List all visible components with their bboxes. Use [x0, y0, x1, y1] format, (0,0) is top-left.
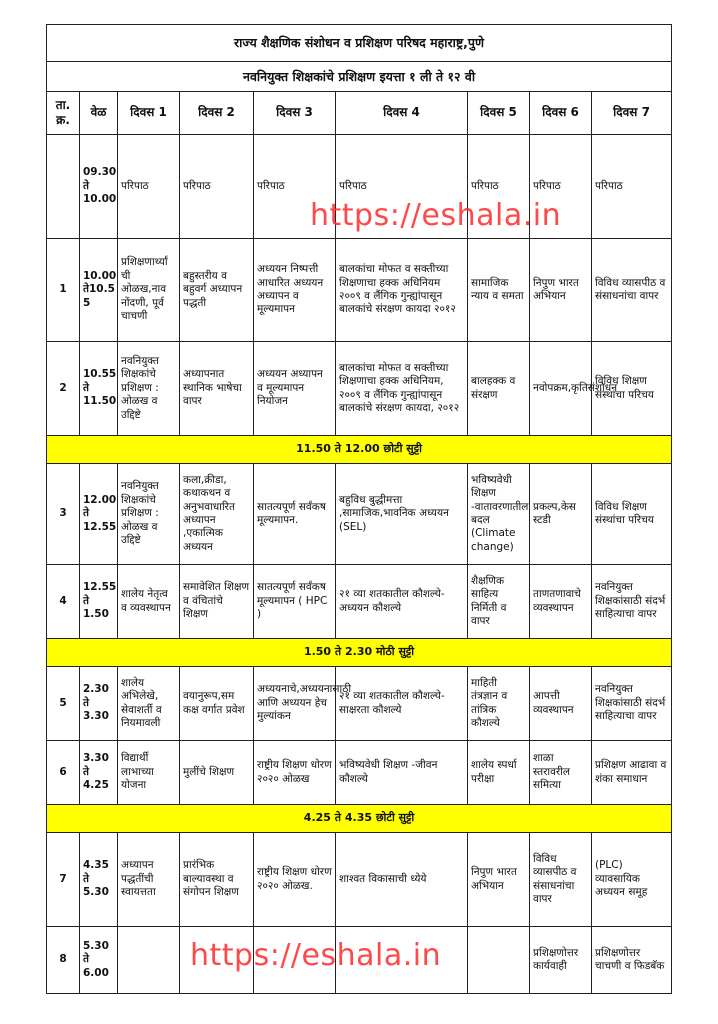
col-header-day2: दिवस 2 [180, 92, 254, 135]
cell-day4: भविष्यवेधी शिक्षण -जीवन कौशल्ये [336, 741, 468, 805]
cell-day3: परिपाठ [254, 135, 336, 239]
cell-day6: परिपाठ [530, 135, 592, 239]
cell-day7: प्रशिक्षण आढावा व शंका समाधान [592, 741, 672, 805]
col-header-day4: दिवस 4 [336, 92, 468, 135]
cell-day7: प्रशिक्षणोत्तर चाचणी व फिडबॅक [592, 927, 672, 994]
cell-day3: राष्ट्रीय शिक्षण धोरण २०२० ओळख [254, 741, 336, 805]
cell-day4: बहुविध बुद्धीमत्ता ,सामाजिक,भावनिक अध्ययन (SEL) [336, 464, 468, 565]
break-row [47, 805, 672, 833]
row-number: 3 [47, 464, 80, 565]
cell-day6: शाळा स्तरावरील समित्या [530, 741, 592, 805]
cell-day1 [118, 927, 180, 994]
row-number: 5 [47, 667, 80, 741]
cell-day1: शालेय अभिलेखे, सेवाशर्ती व नियमावली [118, 667, 180, 741]
row-number: 4 [47, 565, 80, 639]
cell-day4: परिपाठ [336, 135, 468, 239]
row-time: 09.30 ते 10.00 [80, 135, 118, 239]
row-time: 10.00 ते10.5 5 [80, 239, 118, 342]
break-label: 11.50 ते 12.00 छोटी सुट्टी [47, 436, 672, 464]
cell-day3: सातत्यपूर्ण सर्वंकष मूल्यमापन. [254, 464, 336, 565]
timetable [46, 24, 672, 994]
col-header-day6: दिवस 6 [530, 92, 592, 135]
cell-day7: विविध शिक्षण संस्थांचा परिचय [592, 464, 672, 565]
col-header-day3: दिवस 3 [254, 92, 336, 135]
cell-day1: नवनियुक्त शिक्षकांचे प्रशिक्षण : ओळख व उद्दिष्टे [118, 342, 180, 436]
table-row [47, 342, 672, 436]
cell-day5: बालहक्क व संरक्षण [468, 342, 530, 436]
cell-day2: अध्यापनात स्थानिक भाषेचा वापर [180, 342, 254, 436]
watermark-text: https://eshala.in [190, 938, 442, 973]
cell-day4: बालकांचा मोफत व सक्तीच्या शिक्षणाचा हक्क अधिनियम, २००९ व लैंगिक गुन्ह्यांपासून बालकांचे संरक्षण कायदा, २०१२ [336, 342, 468, 436]
row-time: 12.55 ते 1.50 [80, 565, 118, 639]
cell-day7: नवनियुक्त शिक्षकांसाठी संदर्भ साहित्याचा वापर [592, 667, 672, 741]
cell-day5: भविष्यवेधी शिक्षण -वातावरणातील बदल (Climate change) [468, 464, 530, 565]
cell-day6: निपुण भारत अभियान [530, 239, 592, 342]
row-number: 2 [47, 342, 80, 436]
col-header-day1: दिवस 1 [118, 92, 180, 135]
table-row [47, 239, 672, 342]
cell-day6: प्रकल्प,केस स्टडी [530, 464, 592, 565]
row-number: 7 [47, 833, 80, 927]
cell-day1: विद्यार्थी लाभाच्या योजना [118, 741, 180, 805]
cell-day3: राष्ट्रीय शिक्षण धोरण २०२० ओळख. [254, 833, 336, 927]
table-row [47, 741, 672, 805]
cell-day4: शाश्वत विकासाची ध्येये [336, 833, 468, 927]
cell-day5: निपुण भारत अभियान [468, 833, 530, 927]
header-row [47, 92, 672, 135]
cell-day6: ताणतणावाचे व्यवस्थापन [530, 565, 592, 639]
cell-day7: विविध शिक्षण संस्थांचा परिचय [592, 342, 672, 436]
row-number [47, 135, 80, 239]
row-time: 5.30 ते 6.00 [80, 927, 118, 994]
cell-day4: बालकांचा मोफत व सक्तीच्या शिक्षणाचा हक्क अधिनियम २००९ व लैंगिक गुन्ह्यांपासून बालकांचे संरक्षण कायदा २०१२ [336, 239, 468, 342]
cell-day5: शालेय स्पर्धा परीक्षा [468, 741, 530, 805]
cell-day1: अध्यापन पद्धतींची स्वायत्तता [118, 833, 180, 927]
cell-day1: परिपाठ [118, 135, 180, 239]
table-row [47, 464, 672, 565]
cell-day2: वयानुरूप,सम कक्ष वर्गात प्रवेश [180, 667, 254, 741]
document-subtitle: नवनियुक्त शिक्षकांचे प्रशिक्षण इयत्ता १ ली ते १२ वी [47, 62, 672, 92]
cell-day5: शैक्षणिक साहित्य निर्मिती व वापर [468, 565, 530, 639]
cell-day2: समावेशित शिक्षण व वंचितांचे शिक्षण [180, 565, 254, 639]
break-label: 1.50 ते 2.30 मोठी सुट्टी [47, 639, 672, 667]
document-title: राज्य शैक्षणिक संशोधन व प्रशिक्षण परिषद महाराष्ट्र,पुणे [47, 25, 672, 62]
cell-day5: सामाजिक न्याय व समता [468, 239, 530, 342]
row-time: 12.00 ते 12.55 [80, 464, 118, 565]
cell-day2: कला,क्रीडा, कथाकथन व अनुभवाधारित अध्यापन ,एकात्मिक अध्ययन [180, 464, 254, 565]
cell-day2: परिपाठ [180, 135, 254, 239]
row-time: 2.30 ते 3.30 [80, 667, 118, 741]
cell-day4: २१ व्या शतकातील कौशल्ये-साक्षरता कौशल्ये [336, 667, 468, 741]
cell-day3: सातत्यपूर्ण सर्वंकष मूल्यमापन ( HPC ) [254, 565, 336, 639]
cell-day3: अध्ययन निष्पत्ती आधारित अध्ययन अध्यापन व मूल्यमापन [254, 239, 336, 342]
row-time: 10.55 ते 11.50 [80, 342, 118, 436]
break-row [47, 639, 672, 667]
row-number: 8 [47, 927, 80, 994]
cell-day7: नवनियुक्त शिक्षकांसाठी संदर्भ साहित्याचा वापर [592, 565, 672, 639]
cell-day1: प्रशिक्षणार्थ्यां ची ओळख,नाव नोंदणी, पूर्व चाचणी [118, 239, 180, 342]
timetable-page [46, 24, 671, 996]
cell-day7: विविध व्यासपीठ व संसाधनांचा वापर [592, 239, 672, 342]
cell-day7: परिपाठ [592, 135, 672, 239]
cell-day6: नवोपक्रम,कृतिसंशोधन [530, 342, 592, 436]
col-header-no: ता. क्र. [47, 92, 80, 135]
cell-day1: नवनियुक्त शिक्षकांचे प्रशिक्षण : ओळख व उद्दिष्टे [118, 464, 180, 565]
cell-day6: प्रशिक्षणोत्तर कार्यवाही [530, 927, 592, 994]
row-time: 4.35 ते 5.30 [80, 833, 118, 927]
table-row [47, 833, 672, 927]
cell-day7: (PLC) व्यावसायिक अध्ययन समूह [592, 833, 672, 927]
cell-day3: अध्ययन अध्यापन व मूल्यमापन नियोजन [254, 342, 336, 436]
break-label: 4.25 ते 4.35 छोटी सुट्टी [47, 805, 672, 833]
cell-day5: माहिती तंत्रज्ञान व तांत्रिक कौशल्ये [468, 667, 530, 741]
cell-day2: बहुस्तरीय व बहुवर्ग अध्यापन पद्धती [180, 239, 254, 342]
col-header-time: वेळ [80, 92, 118, 135]
col-header-day7: दिवस 7 [592, 92, 672, 135]
cell-day4: २१ व्या शतकातील कौशल्ये-अध्ययन कौशल्ये [336, 565, 468, 639]
cell-day2: प्रारंभिक बाल्यावस्था व संगोपन शिक्षण [180, 833, 254, 927]
cell-day2: मुलींचे शिक्षण [180, 741, 254, 805]
row-number: 1 [47, 239, 80, 342]
cell-day3: अध्ययनाचे,अध्ययनासाठी आणि अध्ययन हेच मुल्यांकन [254, 667, 336, 741]
row-number: 6 [47, 741, 80, 805]
cell-day5 [468, 927, 530, 994]
cell-day5: परिपाठ [468, 135, 530, 239]
cell-day6: आपत्ती व्यवस्थापन [530, 667, 592, 741]
watermark-text: https://eshala.in [310, 198, 562, 233]
cell-day1: शालेय नेतृत्व व व्यवस्थापन [118, 565, 180, 639]
table-row [47, 565, 672, 639]
table-row [47, 667, 672, 741]
cell-day6: विविध व्यासपीठ व संसाधनांचा वापर [530, 833, 592, 927]
row-time: 3.30 ते 4.25 [80, 741, 118, 805]
break-row [47, 436, 672, 464]
col-header-day5: दिवस 5 [468, 92, 530, 135]
